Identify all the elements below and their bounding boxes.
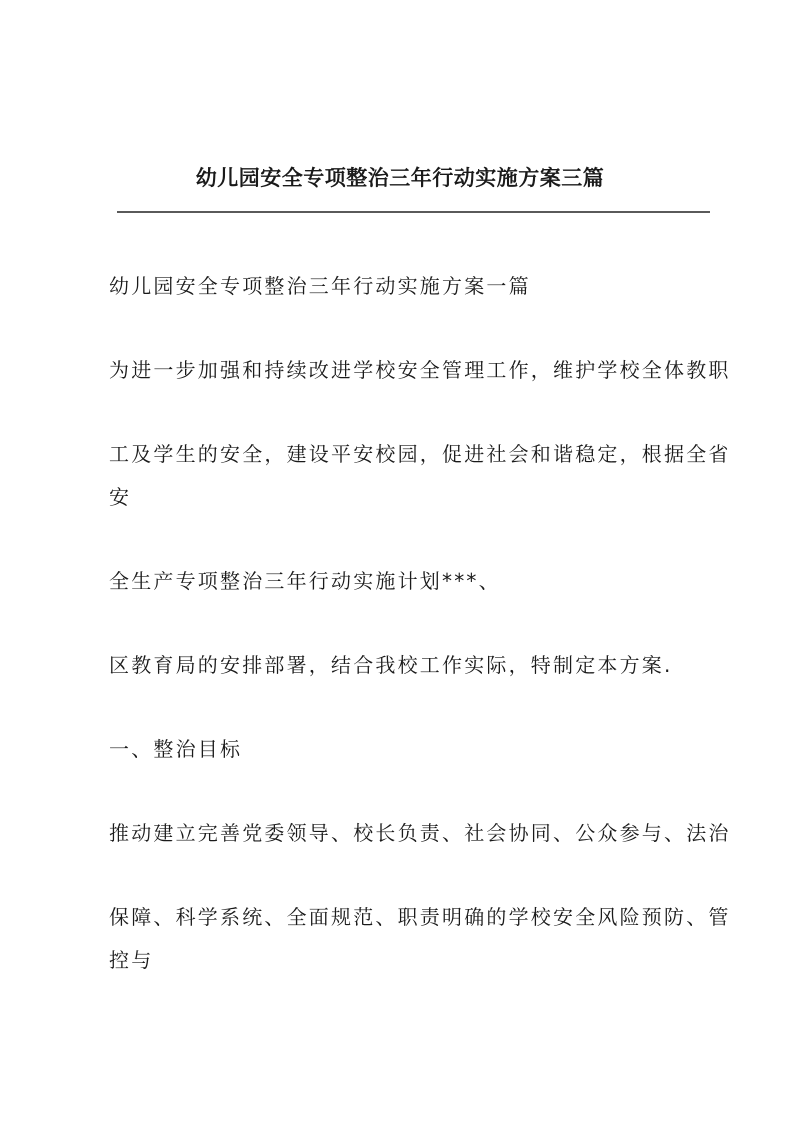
section-heading-plan-one: 幼儿园安全专项整治三年行动实施方案一篇 — [109, 274, 531, 298]
body-line: 推动建立完善党委领导、校长负责、社会协同、公众参与、法治 — [109, 821, 731, 845]
document-title: 幼儿园安全专项整治三年行动实施方案三篇 — [195, 165, 605, 190]
body-line: 控与 — [109, 948, 154, 972]
body-line: 为进一步加强和持续改进学校安全管理工作，维护学校全体教职 — [109, 358, 731, 382]
title-divider — [117, 211, 710, 213]
body-line: 工及学生的安全，建设平安校园，促进社会和谐稳定，根据全省 — [109, 442, 731, 466]
body-line: 区教育局的安排部署，结合我校工作实际，特制定本方案. — [109, 653, 673, 677]
body-line: 全生产专项整治三年行动实施计划***、 — [109, 569, 501, 593]
section-heading-goals: 一、整治目标 — [109, 737, 243, 761]
body-line: 安 — [109, 485, 132, 509]
body-line: 保障、科学系统、全面规范、职责明确的学校安全风险预防、管 — [109, 905, 731, 929]
